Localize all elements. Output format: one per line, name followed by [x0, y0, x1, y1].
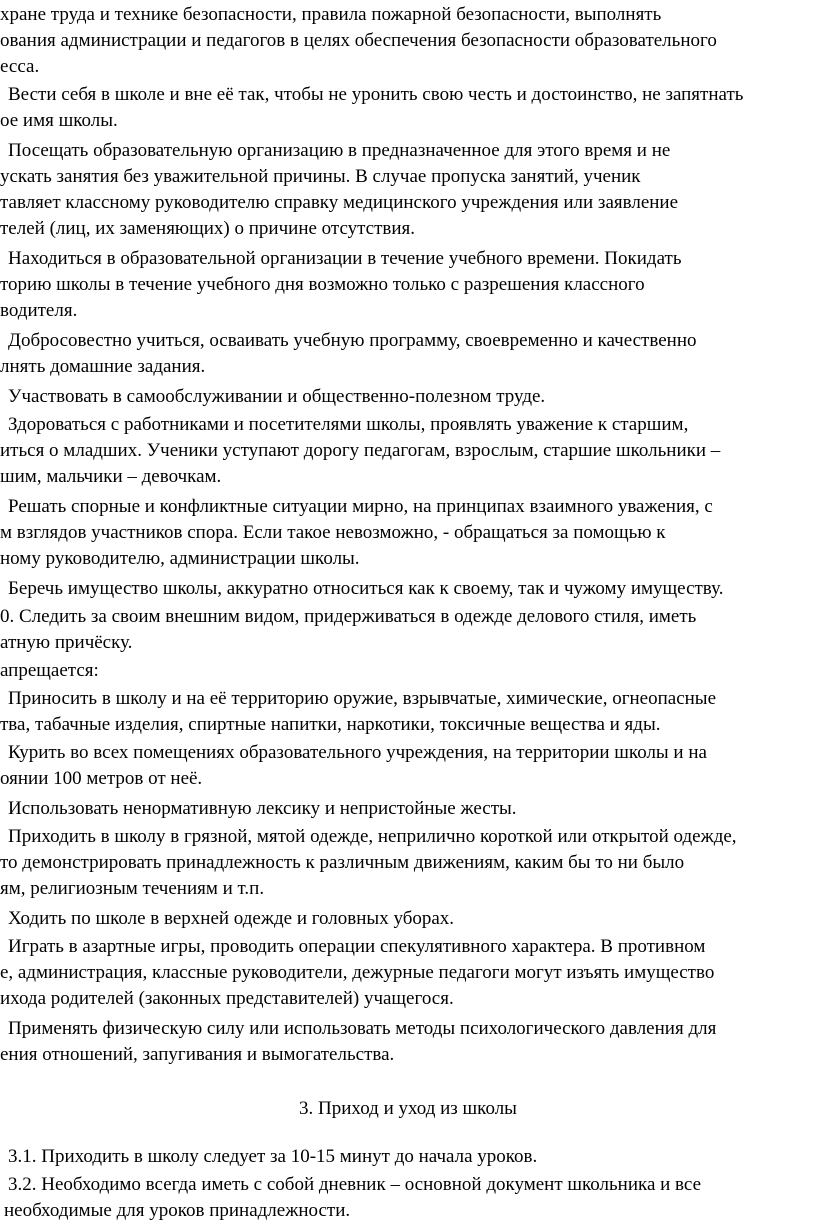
- text-line: шим, мальчики – девочкам.: [0, 466, 222, 487]
- text-line: ихода родителей (законных представителей) учащегося.: [0, 988, 454, 1009]
- text-line: Находиться в образовательной организации в течение учебного времени. Покидать: [8, 248, 682, 269]
- text-line: 3.1. Приходить в школу следует за 10-15 минут до начала уроков.: [8, 1146, 538, 1167]
- text-line: Приходить в школу в грязной, мятой одежде, неприлично короткой или открытой одежде,: [8, 826, 737, 847]
- text-line: е, администрация, классные руководители, дежурные педагоги могут изъять имущество: [0, 962, 715, 983]
- text-line: водителя.: [0, 300, 78, 321]
- text-line: ям, религиозным течениям и т.п.: [0, 878, 265, 899]
- text-line: иться о младших. Ученики уступают дорогу педагогам, взрослым, старшие школьники –: [0, 440, 721, 461]
- text-line: ования администрации и педагогов в целях обеспечения безопасности образовательного: [0, 30, 717, 51]
- text-line: Посещать образовательную организацию в предназначенное для этого время и не: [8, 140, 671, 161]
- text-line: Применять физическую силу или использовать методы психологического давления для: [8, 1018, 717, 1039]
- text-line: Участвовать в самообслуживании и общественно-полезном труде.: [8, 386, 546, 407]
- text-line: ения отношений, запугивания и вымогательства.: [0, 1044, 395, 1065]
- text-line: Использовать ненормативную лексику и непристойные жесты.: [8, 798, 517, 819]
- text-line: Приносить в школу и на её территорию оружие, взрывчатые, химические, огнеопасные: [8, 688, 717, 709]
- text-line: необходимые для уроков принадлежности.: [4, 1200, 351, 1221]
- text-line: то демонстрировать принадлежность к различным движениям, каким бы то ни было: [0, 852, 685, 873]
- text-line: Беречь имущество школы, аккуратно относиться как к своему, так и чужому имуществу.: [8, 578, 724, 599]
- text-line: 0. Следить за своим внешним видом, придерживаться в одежде делового стиля, иметь: [0, 606, 697, 627]
- text-line: хране труда и технике безопасности, правила пожарной безопасности, выполнять: [0, 4, 662, 25]
- section-heading: 3. Приход и уход из школы: [299, 1098, 517, 1119]
- text-line: атную причёску.: [0, 632, 133, 653]
- text-line: Добросовестно учиться, осваивать учебную программу, своевременно и качественно: [8, 330, 697, 351]
- text-line: тавляет классному руководителю справку медицинского учреждения или заявление: [0, 192, 679, 213]
- text-line: есса.: [0, 56, 40, 77]
- text-line: ое имя школы.: [0, 110, 118, 131]
- text-line: Вести себя в школе и вне её так, чтобы не уронить свою честь и достоинство, не запятнать: [8, 84, 744, 105]
- text-line: м взглядов участников спора. Если такое невозможно, - обращаться за помощью к: [0, 522, 666, 543]
- text-line: апрещается:: [0, 660, 99, 681]
- text-line: Решать спорные и конфликтные ситуации мирно, на принципах взаимного уважения, с: [8, 496, 713, 517]
- text-line: телей (лиц, их заменяющих) о причине отсутствия.: [0, 218, 416, 239]
- text-line: ному руководителю, администрации школы.: [0, 548, 360, 569]
- text-line: Играть в азартные игры, проводить операции спекулятивного характера. В противном: [8, 936, 706, 957]
- text-line: 3.2. Необходимо всегда иметь с собой дневник – основной документ школьника и все: [8, 1174, 702, 1195]
- text-line: Курить во всех помещениях образовательного учреждения, на территории школы и на: [8, 742, 707, 763]
- text-line: тва, табачные изделия, спиртные напитки, наркотики, токсичные вещества и яды.: [0, 714, 661, 735]
- text-line: Ходить по школе в верхней одежде и головных уборах.: [8, 908, 455, 929]
- text-line: торию школы в течение учебного дня возможно только с разрешения классного: [0, 274, 645, 295]
- text-line: лнять домашние задания.: [0, 356, 206, 377]
- text-line: ускать занятия без уважительной причины. В случае пропуска занятий, ученик: [0, 166, 641, 187]
- text-line: Здороваться с работниками и посетителями школы, проявлять уважение к старшим,: [8, 414, 689, 435]
- text-line: оянии 100 метров от неё.: [0, 768, 203, 789]
